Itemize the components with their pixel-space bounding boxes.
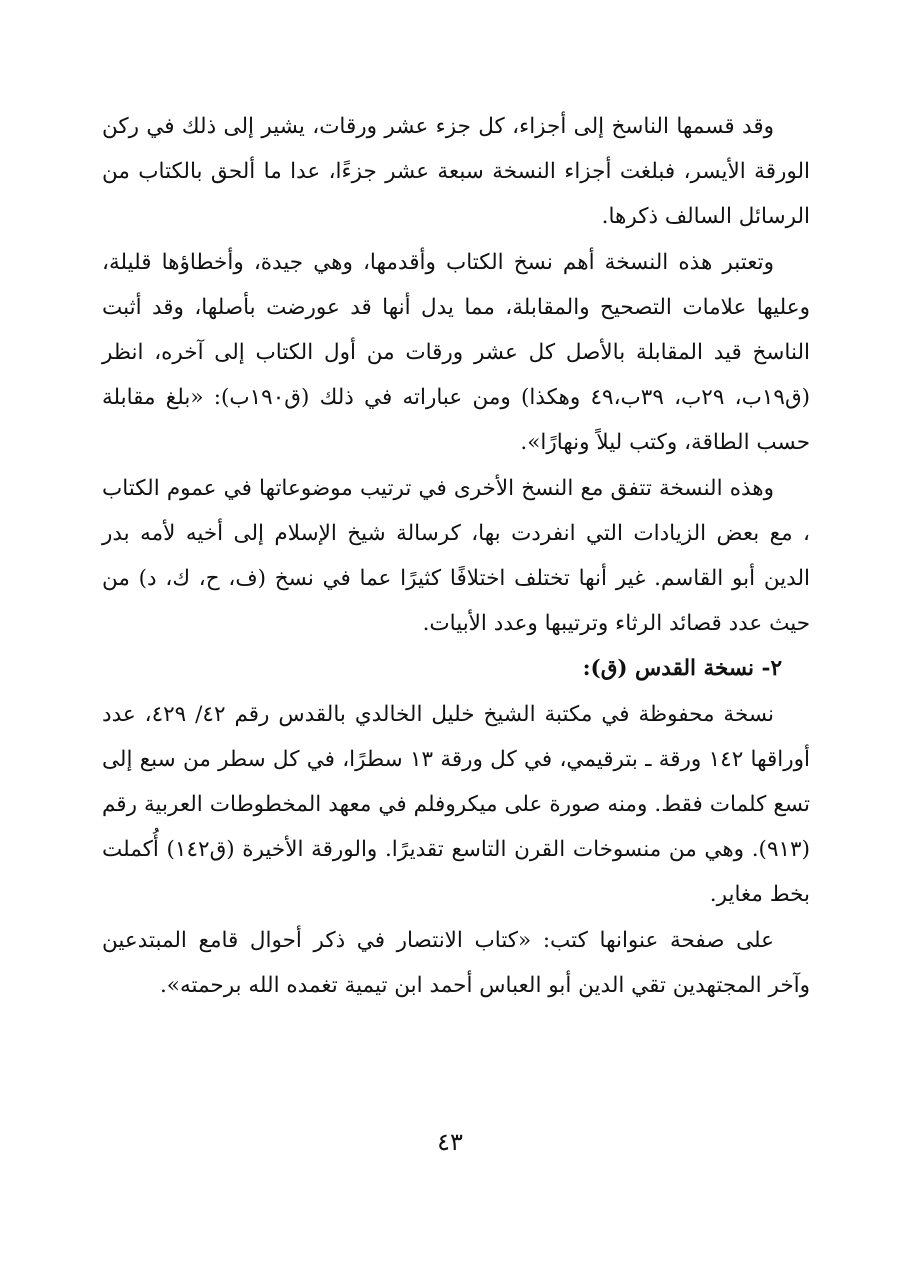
body-text (102, 104, 810, 1008)
paragraph-manuscript-division: وقد قسمها الناسخ إلى أجزاء، كل جزء عشر ورقات، يشير إلى ذلك في ركن الورقة الأيسر، فبلغت أجزاء النسخة سبعة عشر جزءًا، عدا ما ألحق بالكتاب من الرسائل السالف ذكرها. (102, 114, 810, 230)
paragraph-jerusalem-copy: نسخة محفوظة في مكتبة الشيخ خليل الخالدي بالقدس رقم ٤٢/ ٤٢٩، عدد أوراقها ١٤٢ ورقة ـ بترقيمي، في كل ورقة ١٣ سطرًا، في كل سطر من سبع إلى تسع كلمات فقط. ومنه صورة على ميكروفلم في معهد المخطوطات العربية رقم (٩١٣). وهي من منسوخات القرن التاسع تقديرًا. والورقة الأخيرة (ق١٤٢) أُكملت بخط مغاير. (102, 701, 810, 908)
section-heading: ٢- نسخة القدس (ق): (582, 656, 782, 682)
page-number: ٤٣ (437, 1128, 463, 1156)
paragraph-title-page: على صفحة عنوانها كتب: «كتاب الانتصار في ذكر أحوال قامع المبتدعين وآخر المجتهدين تقي الدين أبو العباس أحمد ابن تيمية تغمده الله برحمته». (102, 927, 810, 998)
paragraph-manuscript-quality: وتعتبر هذه النسخة أهم نسخ الكتاب وأقدمها، وهي جيدة، وأخطاؤها قليلة، وعليها علامات التصحيح والمقابلة، مما يدل أنها قد عورضت بأصلها، وقد أثبت الناسخ قيد المقابلة بالأصل كل عشر ورقات من أول الكتاب إلى آخره، انظر (ق١٩ب، ٢٩ب، ٣٩ب،٤٩ وهكذا) ومن عباراته في ذلك (ق١٩٠ب): «بلغ مقابلة حسب الطاقة، وكتب ليلاً ونهارًا». (102, 249, 811, 456)
paragraph-manuscript-comparison: وهذه النسخة تتفق مع النسخ الأخرى في ترتيب موضوعاتها في عموم الكتاب ، مع بعض الزيادات التي انفردت بها، كرسالة شيخ الإسلام إلى أخيه لأمه بدر الدين أبو القاسم. غير أنها تختلف اختلافًا كثيرًا عما في نسخ (ف، ح، ك، د) من حيث عدد قصائد الرثاء وترتيبها وعدد الأبيات. (102, 475, 810, 637)
